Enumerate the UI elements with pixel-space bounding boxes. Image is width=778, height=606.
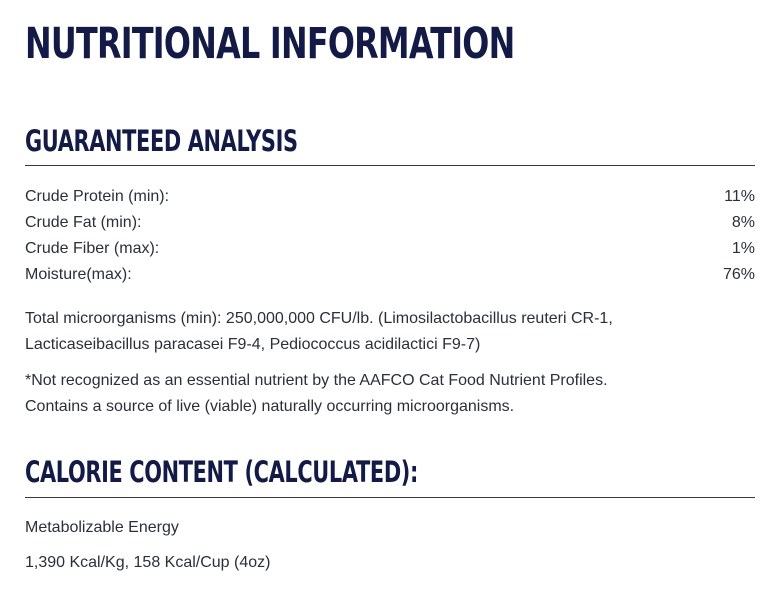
analysis-row-protein <box>25 184 755 210</box>
footnote-line-1: *Not recognized as an essential nutrient by the AAFCO Cat Food Nutrient Profiles. <box>25 372 608 389</box>
metabolizable-energy-value: 1,390 Kcal/Kg, 158 Kcal/Cup (4oz) <box>25 554 271 571</box>
analysis-label: Moisture(max): <box>25 266 132 283</box>
analysis-label: Crude Protein (min): <box>25 188 170 205</box>
microorganisms-statement <box>25 306 755 358</box>
analysis-value: 1% <box>731 240 755 257</box>
analysis-label: Crude Fat (min): <box>25 214 142 231</box>
analysis-value: 11% <box>724 188 755 205</box>
aafco-footnote <box>25 368 755 420</box>
page-title: NUTRITIONAL INFORMATION <box>25 19 515 69</box>
analysis-label: Crude Fiber (max): <box>25 240 160 257</box>
microorganisms-line-1: Total microorganisms (min): 250,000,000 CFU/lb. (Limosilactobacillus reuteri CR-1, <box>25 310 613 327</box>
microorganisms-line-2: Lacticaseibacillus paracasei F9-4, Pediococcus acidilactici F9-7) <box>25 336 481 353</box>
guaranteed-analysis-heading: GUARANTEED ANALYSIS <box>25 124 298 158</box>
analysis-table <box>25 184 755 288</box>
analysis-row-fat <box>25 210 755 236</box>
analysis-row-moisture <box>25 262 755 288</box>
calorie-content-heading: CALORIE CONTENT (CALCULATED): <box>25 455 418 489</box>
footnote-line-2: Contains a source of live (viable) naturally occurring microorganisms. <box>25 398 515 415</box>
metabolizable-energy-label: Metabolizable Energy <box>25 519 179 536</box>
calorie-content-divider <box>25 497 755 498</box>
analysis-row-fiber <box>25 236 755 262</box>
guaranteed-analysis-divider <box>25 165 755 166</box>
analysis-value: 8% <box>731 214 755 231</box>
analysis-value: 76% <box>722 266 755 283</box>
